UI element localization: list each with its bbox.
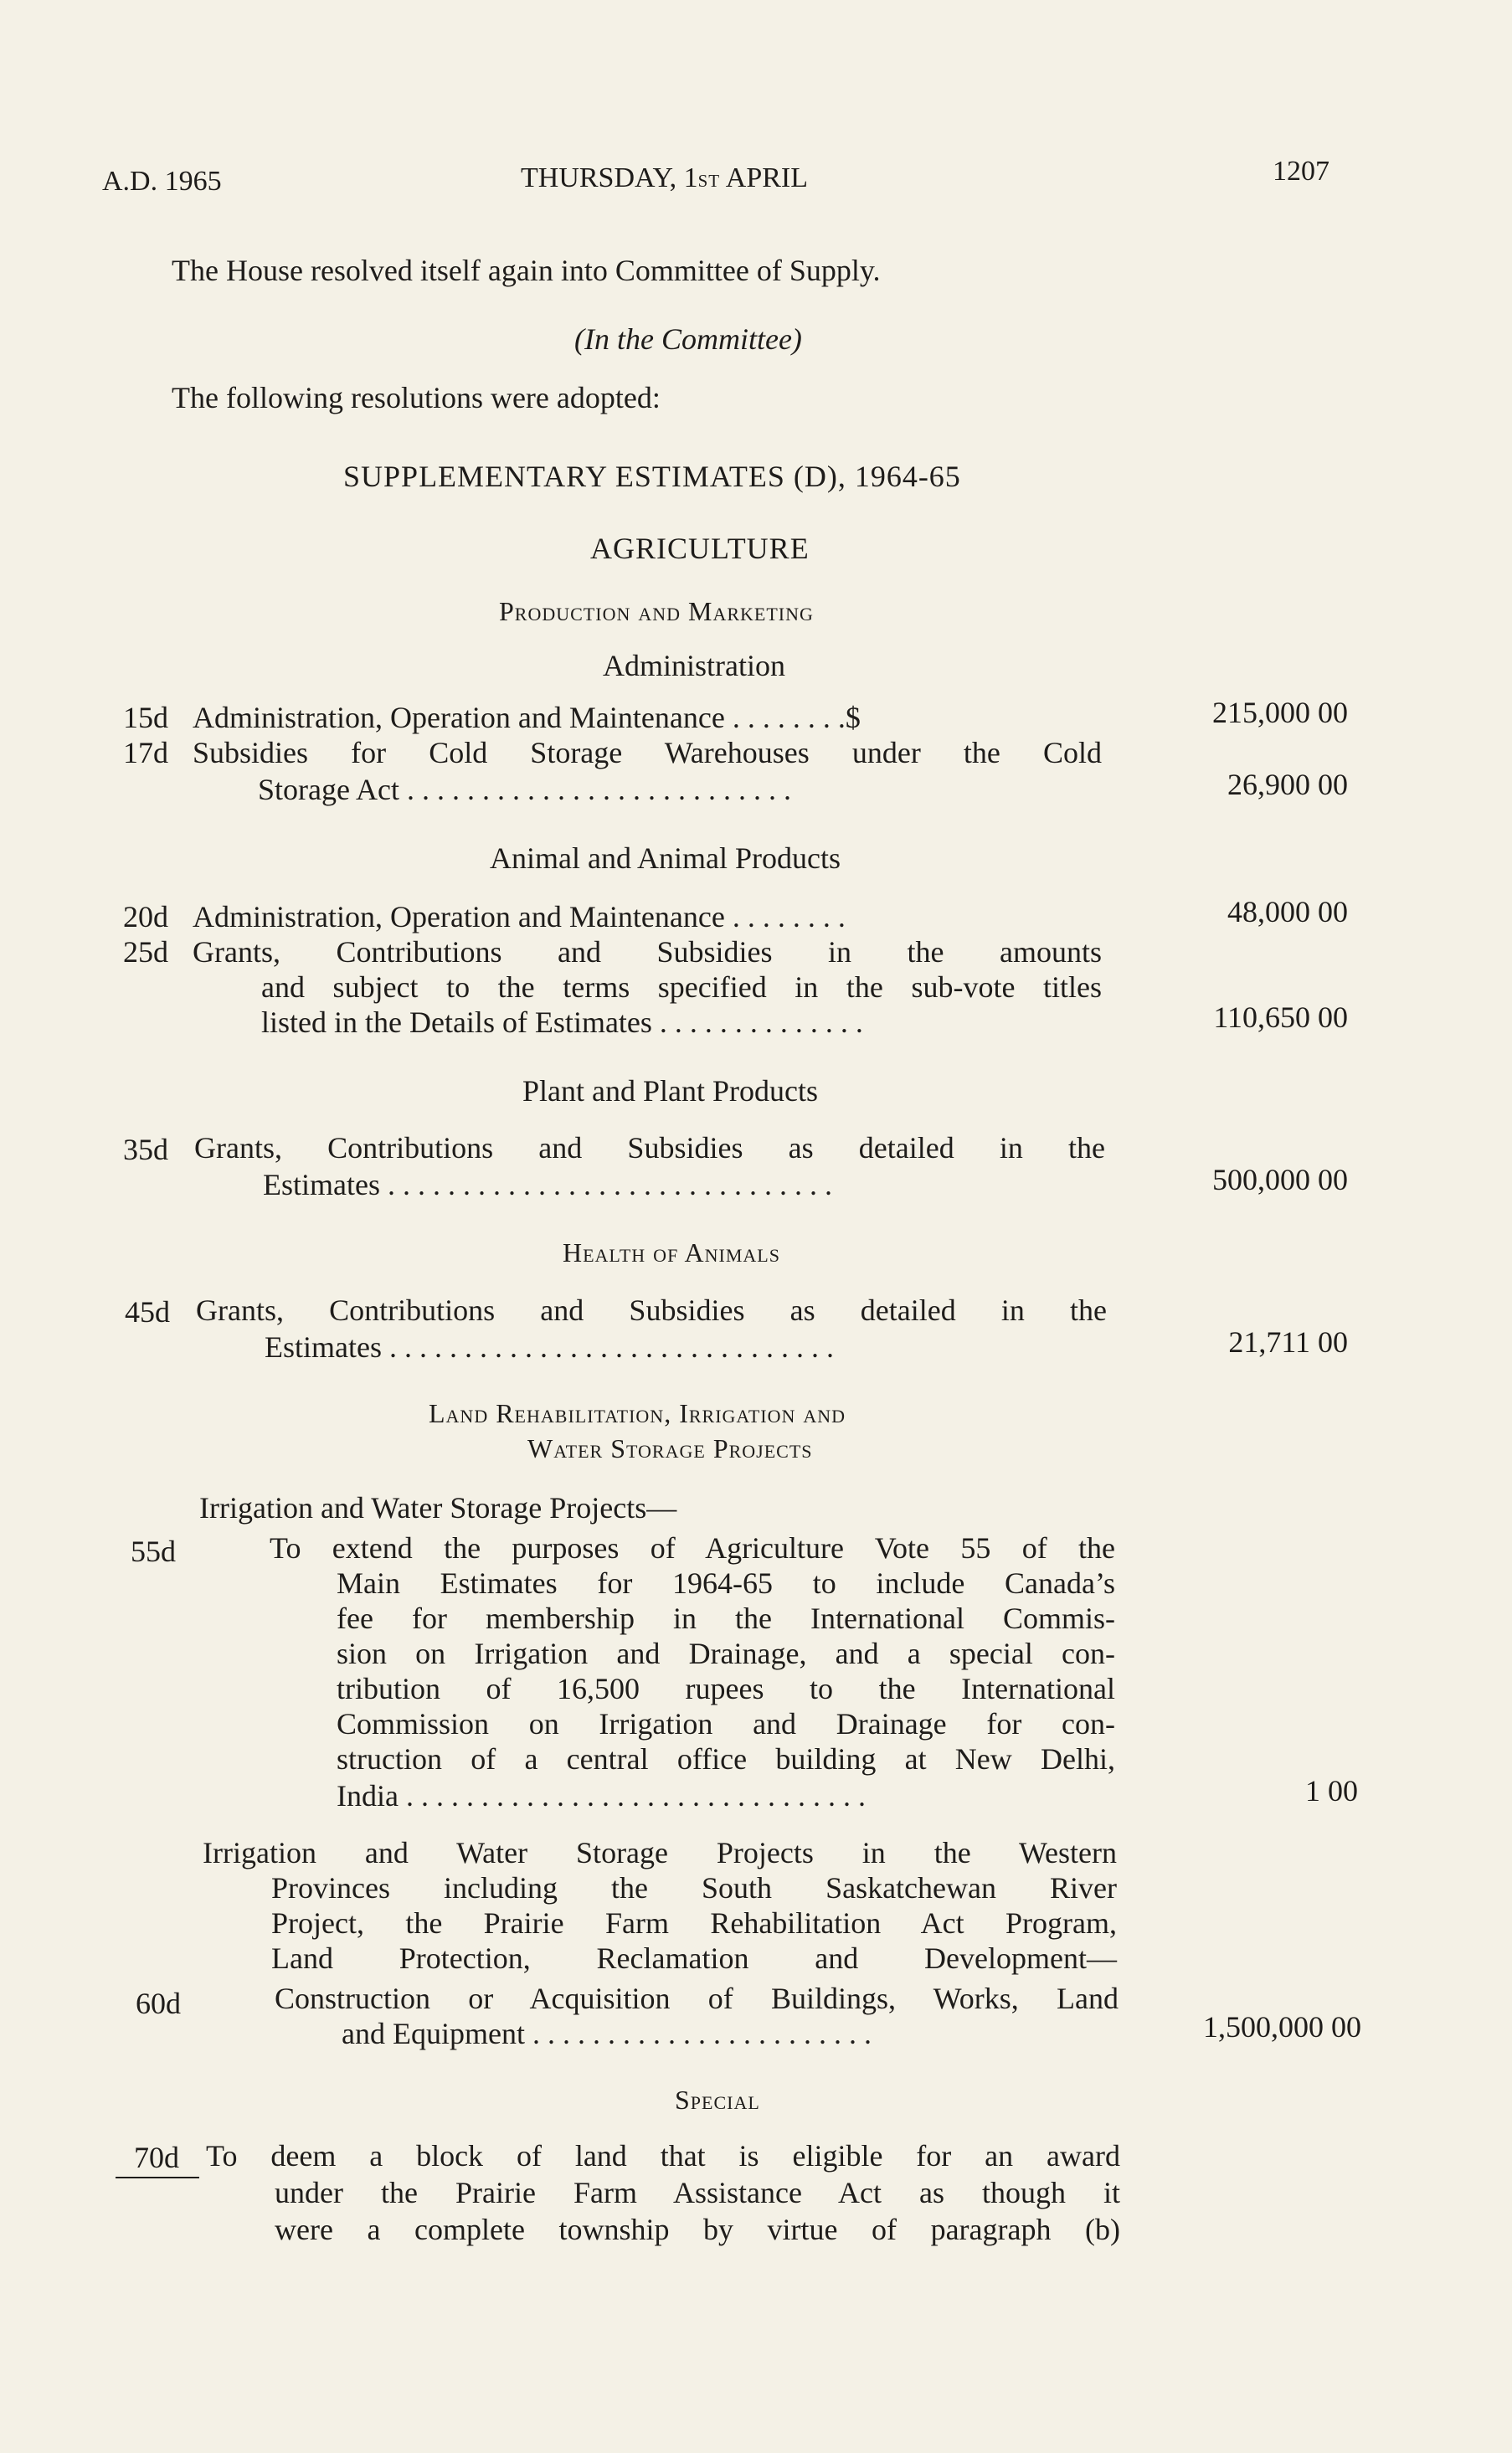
document-title: SUPPLEMENTARY ESTIMATES (D), 1964-65 <box>343 460 961 493</box>
vote-description: struction of a central office building at New Delhi, <box>337 1742 1115 1776</box>
subheading-administration: Administration <box>603 649 785 682</box>
subsection-irrigation: Irrigation and Water Storage Projects— <box>199 1491 677 1525</box>
vote-description: listed in the Details of Estimates . . . . . . . . . . . . . . <box>261 1005 863 1039</box>
vote-number: 25d <box>123 935 168 969</box>
vote-amount: 215,000 00 <box>1212 696 1348 729</box>
vote-description: To extend the purposes of Agriculture Vote 55 of the <box>270 1531 1115 1565</box>
vote-description: under the Prairie Farm Assistance Act as though it <box>275 2176 1120 2209</box>
vote-underline <box>116 2177 199 2178</box>
page-number: 1207 <box>1273 156 1329 187</box>
section-heading-special: Special <box>675 2085 760 2115</box>
vote-description: Construction or Acquisition of Buildings, Works, Land <box>275 1982 1119 2015</box>
vote-description: tribution of 16,500 rupees to the International <box>337 1672 1115 1705</box>
section-heading-animal: Animal and Animal Products <box>490 841 841 875</box>
vote-amount: 21,711 00 <box>1228 1325 1348 1359</box>
vote-description: Main Estimates for 1964-65 to include Canada’s <box>337 1566 1115 1600</box>
vote-description: and subject to the terms specified in the sub-vote titles <box>261 970 1102 1004</box>
section-heading-health: Health of Animals <box>563 1237 780 1268</box>
vote-description: sion on Irrigation and Drainage, and a special con- <box>337 1637 1115 1670</box>
section-heading-production: Production and Marketing <box>499 596 814 626</box>
vote-description: India . . . . . . . . . . . . . . . . . . . . . . . . . . . . . . . <box>337 1779 866 1813</box>
subsection-western: Land Protection, Reclamation and Development— <box>271 1941 1117 1975</box>
vote-number: 60d <box>136 1987 181 2020</box>
vote-description: fee for membership in the International Commis- <box>337 1602 1115 1635</box>
vote-description: Administration, Operation and Maintenance . . . . . . . . <box>193 900 846 933</box>
subsection-western: Project, the Prairie Farm Rehabilitation Act Program, <box>271 1906 1117 1940</box>
vote-description: Storage Act . . . . . . . . . . . . . . . . . . . . . . . . . . <box>258 773 791 806</box>
vote-number: 20d <box>123 900 168 933</box>
vote-amount: 1,500,000 00 <box>1203 2010 1361 2044</box>
section-heading-land-2: Water Storage Projects <box>527 1433 813 1463</box>
vote-description: and Equipment . . . . . . . . . . . . . . . . . . . . . . . <box>342 2017 872 2050</box>
vote-description: Commission on Irrigation and Drainage for con- <box>337 1707 1115 1741</box>
vote-amount: 110,650 00 <box>1213 1000 1348 1034</box>
vote-description: Estimates . . . . . . . . . . . . . . . . . . . . . . . . . . . . . . <box>265 1330 834 1364</box>
vote-number: 70d <box>134 2141 179 2174</box>
intro-line-2: (In the Committee) <box>574 322 802 356</box>
vote-amount: 500,000 00 <box>1212 1163 1348 1196</box>
subsection-western: Irrigation and Water Storage Projects in the Western <box>203 1836 1117 1869</box>
vote-number: 45d <box>125 1295 170 1329</box>
vote-amount: 26,900 00 <box>1227 768 1348 801</box>
vote-number: 15d <box>123 701 168 734</box>
vote-description: Grants, Contributions and Subsidies as detailed in the <box>194 1131 1105 1165</box>
vote-description: Subsidies for Cold Storage Warehouses under the Cold <box>193 736 1102 769</box>
vote-number: 35d <box>123 1133 168 1166</box>
section-heading-land-1: Land Rehabilitation, Irrigation and <box>429 1398 846 1428</box>
header-date: THURSDAY, 1st APRIL <box>521 162 808 193</box>
vote-description: Grants, Contributions and Subsidies as detailed in the <box>196 1293 1107 1327</box>
vote-amount: 48,000 00 <box>1227 895 1348 928</box>
vote-description: Estimates . . . . . . . . . . . . . . . . . . . . . . . . . . . . . . <box>263 1168 832 1201</box>
vote-number: 17d <box>123 736 168 769</box>
vote-description: were a complete township by virtue of paragraph (b) <box>275 2213 1120 2246</box>
vote-description: Administration, Operation and Maintenance . . . . . . . .$ <box>193 701 861 734</box>
vote-amount: 1 00 <box>1305 1774 1358 1808</box>
vote-description: To deem a block of land that is eligible for an award <box>206 2139 1120 2173</box>
vote-description: Grants, Contributions and Subsidies in the amounts <box>193 935 1102 969</box>
section-heading-plant: Plant and Plant Products <box>522 1074 818 1108</box>
department-heading: AGRICULTURE <box>590 532 810 565</box>
subsection-western: Provinces including the South Saskatchewan River <box>271 1871 1117 1905</box>
header-year: A.D. 1965 <box>102 166 222 197</box>
intro-line-1: The House resolved itself again into Committee of Supply. <box>172 254 881 287</box>
intro-line-3: The following resolutions were adopted: <box>172 381 661 414</box>
vote-number: 55d <box>131 1535 176 1568</box>
